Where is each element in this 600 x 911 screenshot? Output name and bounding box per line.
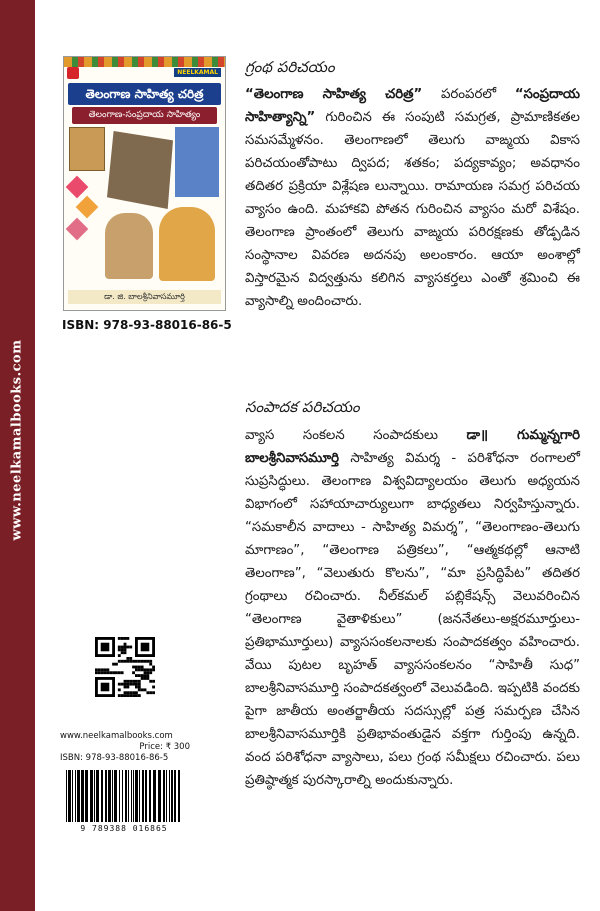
collage-book-image [69, 127, 105, 171]
barcode-number: 9 789388 016865 [80, 824, 168, 833]
cover-author: డా. జి. బాలశ్రీనివాసమూర్తి [68, 290, 221, 304]
editor-intro-paragraph: వ్యాస సంకలన సంపాదకులు డా॥ గుమ్మన్నగారి బాలశ్రీనివాసమూర్తి సాహిత్య విమర్శ - పరిశోధనా రంగాలలో సుప్రసిద్ధులు. తెలంగాణ విశ్వవిద్యాలయం తెలుగు అధ్యయన విభాగంలో సహాయాచార్యులుగా బాధ్యతలు నిర్వహిస్తున్నారు. “సమకాలీన వాదాలు - సాహిత్య విమర్శ”, “తెలంగాణం-తెలుగు మాగాణం”, “తెలంగాణ పత్రికలు”, “ఆత్మకథల్లో ఆనాటి తెలంగాణ”, “వెలుతురు కొలను”, “మా ప్రసిద్ధిపేట” తదితర గ్రంథాలు రచించారు. నీల్‌కమల్ పబ్లికేషన్స్ వెలువరించిన “తెలంగాణ వైతాళికులు” (జననేతలు-అక్షరమూర్తులు-ప్రతిభామూర్తులు) వ్యాససంకలనాలకు సంపాదకత్వం వహించారు. వేయి పుటల బృహత్ వ్యాససంకలనం “సాహితీ సుధ” బాలశ్రీనివాసమూర్తి సంపాదకత్వంలో వెలువడింది. ఇప్పటికి వందకు పైగా జాతీయ అంతర్జాతీయ సదస్సుల్లో పత్ర సమర్పణ చేసిన బాలశ్రీనివాసమూర్తికి ప్రతిభావంతుడైన వక్తగా గుర్తింపు ఉన్నది. వంద పరిశోధనా వ్యాసాలు, పలు గ్రంథ సమీక్షలు రచించారు. పలు ప్రతిష్ఠాత్మక పురస్కారాల్ని అందుకున్నారు. [245, 428, 580, 788]
collage-deity-image [175, 127, 219, 197]
back-isbn: ISBN: 978-93-88016-86-5 [60, 753, 169, 763]
back-cover-info [60, 731, 190, 764]
cover-garland-decoration [64, 57, 225, 67]
collage-diamond-shape [66, 218, 89, 241]
collage-diamond-shape [66, 176, 89, 199]
collage-poet-portrait [105, 213, 153, 279]
cover-subtitle: తెలంగాణ-సంప్రదాయ సాహిత్యం [72, 107, 217, 124]
spine-website-text: www.neelkamalbooks.com [9, 339, 25, 541]
publisher-url: www.neelkamalbooks.com [60, 731, 173, 741]
cover-brand-label: NEELKAMAL [174, 68, 221, 77]
front-cover-thumbnail [63, 56, 226, 311]
cover-image-collage [69, 127, 221, 287]
isbn-label: ISBN: 978-93-88016-86-5 [62, 318, 232, 332]
collage-map-image [107, 131, 173, 209]
cover-title: తెలంగాణ సాహిత్య చరిత్ర [68, 83, 221, 105]
collage-diamond-shape [76, 196, 99, 219]
book-intro-heading: గ్రంథ పరిచయం [245, 58, 335, 76]
book-spine [0, 0, 35, 911]
book-intro-paragraph: “తెలంగాణ సాహిత్య చరిత్ర” పరంపరలో “సంప్రదాయ సాహిత్యాన్ని” గురించిన ఈ సంపుటి సమగ్రత, ప్రామాణికతల సమసమ్మేళనం. తెలంగాణలో తెలుగు వాఙ్మయ వికాస పరిచయంతోపాటు ద్విపద; శతకం; పద్యకావ్యం; అవధానం తదితర ప్రక్రియా విశ్లేషణ లున్నాయి. రామాయణ సమగ్ర పరిచయ వ్యాసం ఉంది. మహాకవి పోతన గురించిన వ్యాసం మరో విశేషం. తెలంగాణ ప్రాంతంలో తెలుగు వాఙ్మయ పరిరక్షణకు తోడ్పడిన సంస్థానాల వివరణ అదనపు అలంకారం. ఆయా అంశాల్లో విస్తారమైన విద్వత్తును కలిగిన వ్యాసకర్తలు ఎంతో శ్రమించి ఈ వ్యాసాల్ని అందించారు. [245, 87, 581, 309]
editor-intro-heading: సంపాదక పరిచయం [245, 398, 360, 416]
collage-poet-portrait [159, 207, 215, 281]
price-label: Price: ₹ 300 [139, 742, 190, 752]
publisher-logo-icon [67, 67, 79, 79]
qr-code [95, 637, 155, 697]
isbn-barcode [60, 768, 188, 824]
